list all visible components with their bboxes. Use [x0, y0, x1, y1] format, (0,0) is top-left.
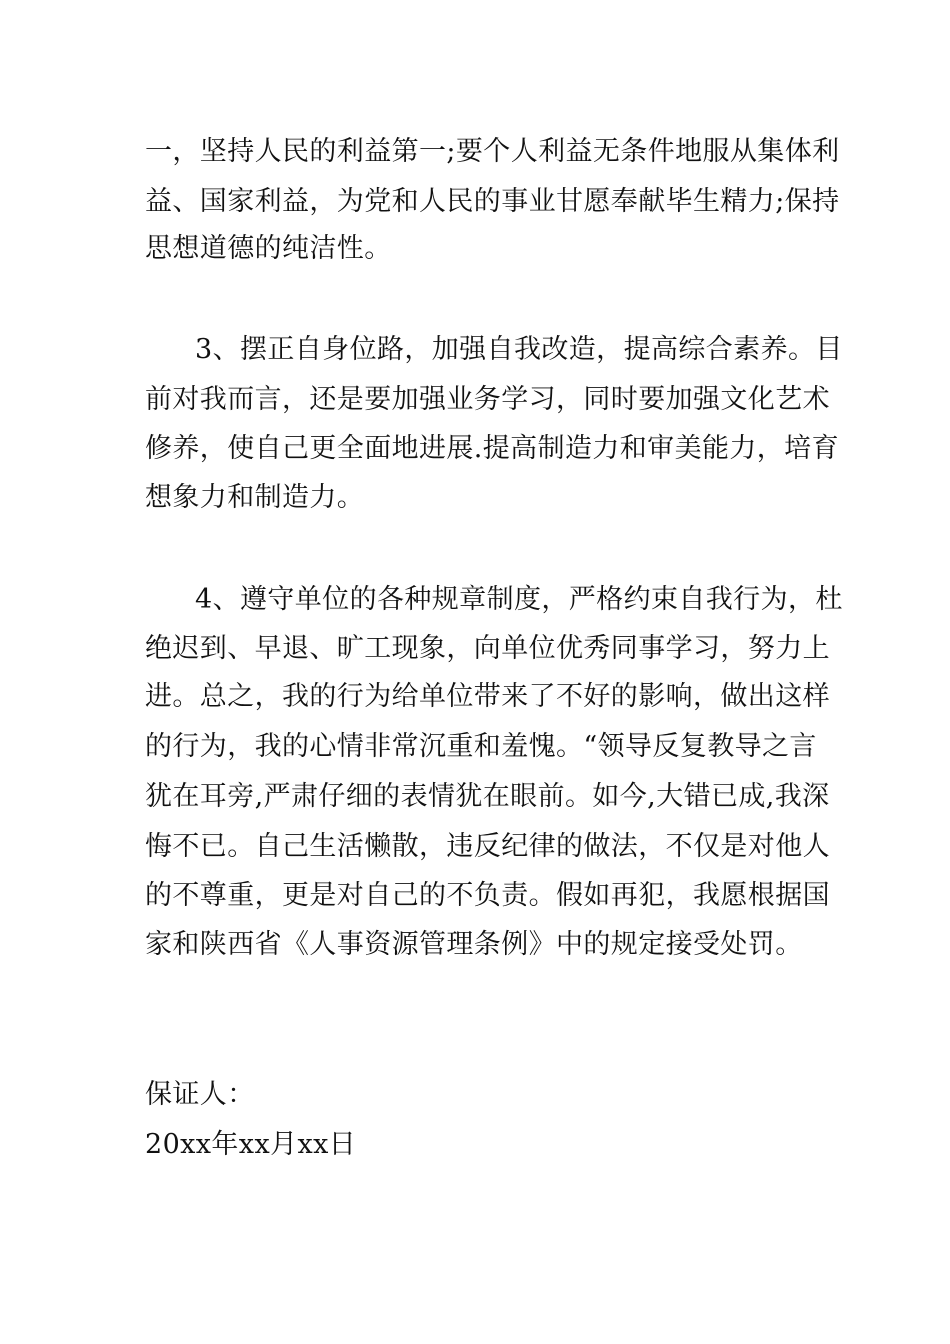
paragraph-line: 悔不已。自己生活懒散，违反纪律的做法，不仅是对他人 — [145, 831, 830, 862]
paragraph-line: 想象力和制造力。 — [145, 482, 365, 513]
paragraph-line: 犹在耳旁,严肃仔细的表情犹在眼前。如今,大错已成,我深 — [145, 781, 830, 812]
paragraph-line: 益、国家利益，为党和人民的事业甘愿奉献毕生精力;保持 — [145, 186, 840, 217]
paragraph-line: 的行为，我的心情非常沉重和羞愧。“领导反复教导之言 — [145, 731, 817, 762]
paragraph-line: 家和陕西省《人事资源管理条例》中的规定接受处罚。 — [145, 929, 803, 960]
signature-date: 20xx年xx月xx日 — [145, 1129, 357, 1160]
paragraph-line: 的不尊重，更是对自己的不负责。假如再犯，我愿根据国 — [145, 880, 830, 911]
paragraph-line: 3、摆正自身位路，加强自我改造，提高综合素养。目 — [195, 334, 843, 365]
paragraph-line: 思想道德的纯洁性。 — [145, 233, 392, 264]
paragraph-line: 绝迟到、早退、旷工现象，向单位优秀同事学习，努力上 — [145, 633, 830, 664]
paragraph-line: 前对我而言，还是要加强业务学习，同时要加强文化艺术 — [145, 384, 830, 415]
paragraph-line: 一，坚持人民的利益第一;要个人利益无条件地服从集体利 — [145, 136, 840, 167]
paragraph-line: 修养，使自己更全面地进展.提高制造力和审美能力，培育 — [145, 433, 839, 464]
paragraph-line: 进。总之，我的行为给单位带来了不好的影响，做出这样 — [145, 681, 830, 712]
paragraph-line: 4、遵守单位的各种规章制度，严格约束自我行为，杜 — [195, 584, 843, 615]
guarantor-label: 保证人： — [145, 1079, 255, 1110]
